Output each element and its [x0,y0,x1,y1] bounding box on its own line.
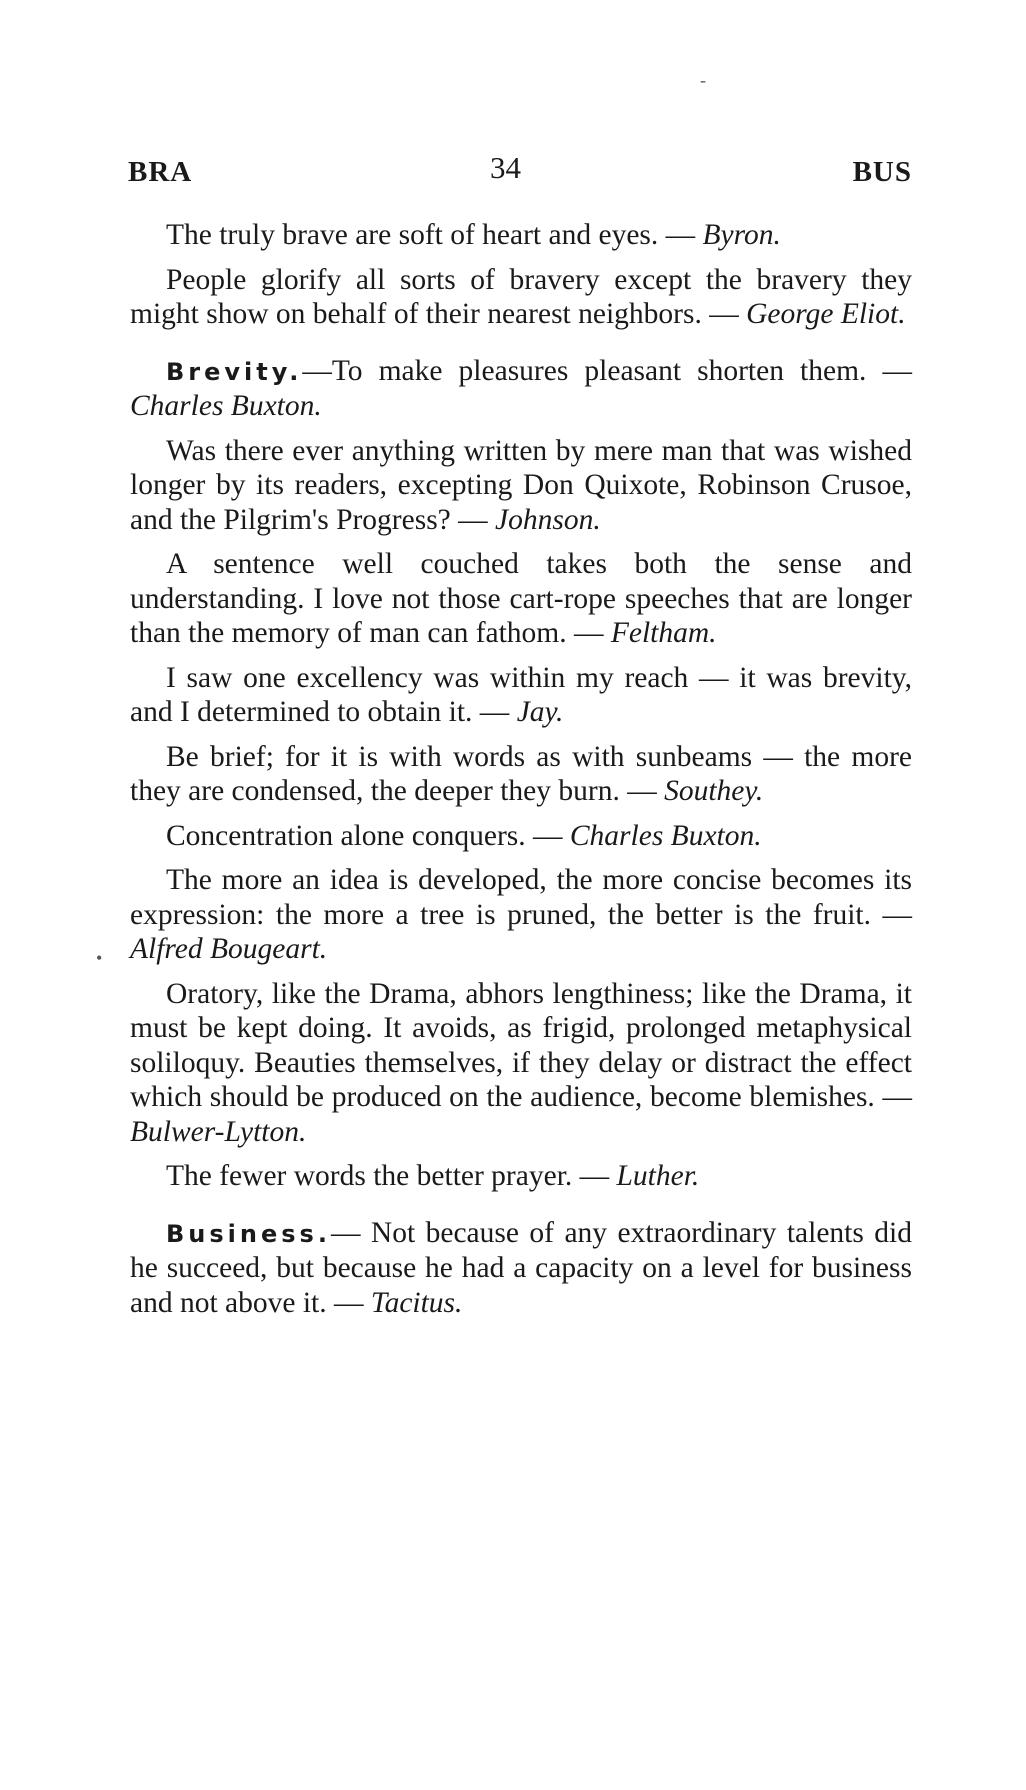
quotation [130,434,912,538]
topic-entry [130,1216,912,1321]
quotation-author: Luther. [616,1160,700,1192]
margin-speck-mark: - [700,70,706,90]
quotation-text: People glorify all sorts of bravery except the bravery they might show on behalf of their nearest neighbors. — [130,263,912,330]
quotation-author: Jay. [516,696,564,728]
quotation-text: Oratory, like the Drama, abhors lengthiness; like the Drama, it must be kept doing. It avoids, as frigid, prolonged metaphysical soliloquy. Beauties themselves, if they delay or distract the effect which should be produced on the audience, become blemishes. — [130,977,912,1113]
quotation-list [130,218,912,1330]
margin-speck-mark: • [96,948,103,968]
quotation-text: Be brief; for it is with words as with sunbeams — the more they are condensed, the deeper they burn. — [130,740,912,807]
quotation-author: Byron. [702,219,781,251]
quotation [130,740,912,809]
quotation-text: The truly brave are soft of heart and eyes. — [166,219,696,251]
quotation [130,1159,912,1194]
quotation-author: Charles Buxton. [130,390,322,422]
quotation [130,547,912,651]
quotation [130,819,912,854]
quotation [130,977,912,1150]
page-number: 34 [490,150,521,185]
quotation-author: Johnson. [495,503,601,536]
quotation-text: —To make pleasures pleasant shorten them. — [302,354,912,387]
quotation [130,218,912,253]
topic-entry [130,354,912,424]
quotation [130,863,912,967]
left-guide-word: BRA [128,156,193,188]
quotation-text: Was there ever anything written by mere man that was wished longer by its readers, excepting Don Quixote, Robinson Crusoe, and the Pilgrim's Progress? — [130,434,912,536]
quotation-author: Bulwer-Lytton. [130,1115,307,1148]
quotation-text: The fewer words the better prayer. — [166,1160,610,1192]
quotation-author: Alfred Bougeart. [130,933,328,965]
quotation-author: Tacitus. [370,1286,463,1319]
running-header [128,150,912,194]
quotation-author: Charles Buxton. [569,819,762,852]
quotation-author: George Eliot. [746,298,906,330]
quotation-text: — Not because of any extraordinary talents did he succeed, but because he had a capacity on a level for business and not above it. — [130,1216,912,1319]
topic-keyword: Business. [166,1219,331,1248]
quotation-text: The more an idea is developed, the more concise becomes its expression: the more a tree is pruned, the better is the fruit. — [130,864,912,931]
right-guide-word: BUS [852,156,912,188]
quotation-author: Feltham. [610,617,717,649]
quotation-text: A sentence well couched takes both the sense and understanding. I love not those cart-rope speeches that are longer than the memory of man can fathom. — [130,548,912,649]
quotation-author: Southey. [664,775,764,807]
quotation [130,263,912,332]
quotation-text: I saw one excellency was within my reach — it was brevity, and I determined to obtain it. — [130,661,912,728]
quotation-text: Concentration alone conquers. — [166,819,563,852]
topic-keyword: Brevity. [166,357,303,386]
quotation [130,661,912,730]
